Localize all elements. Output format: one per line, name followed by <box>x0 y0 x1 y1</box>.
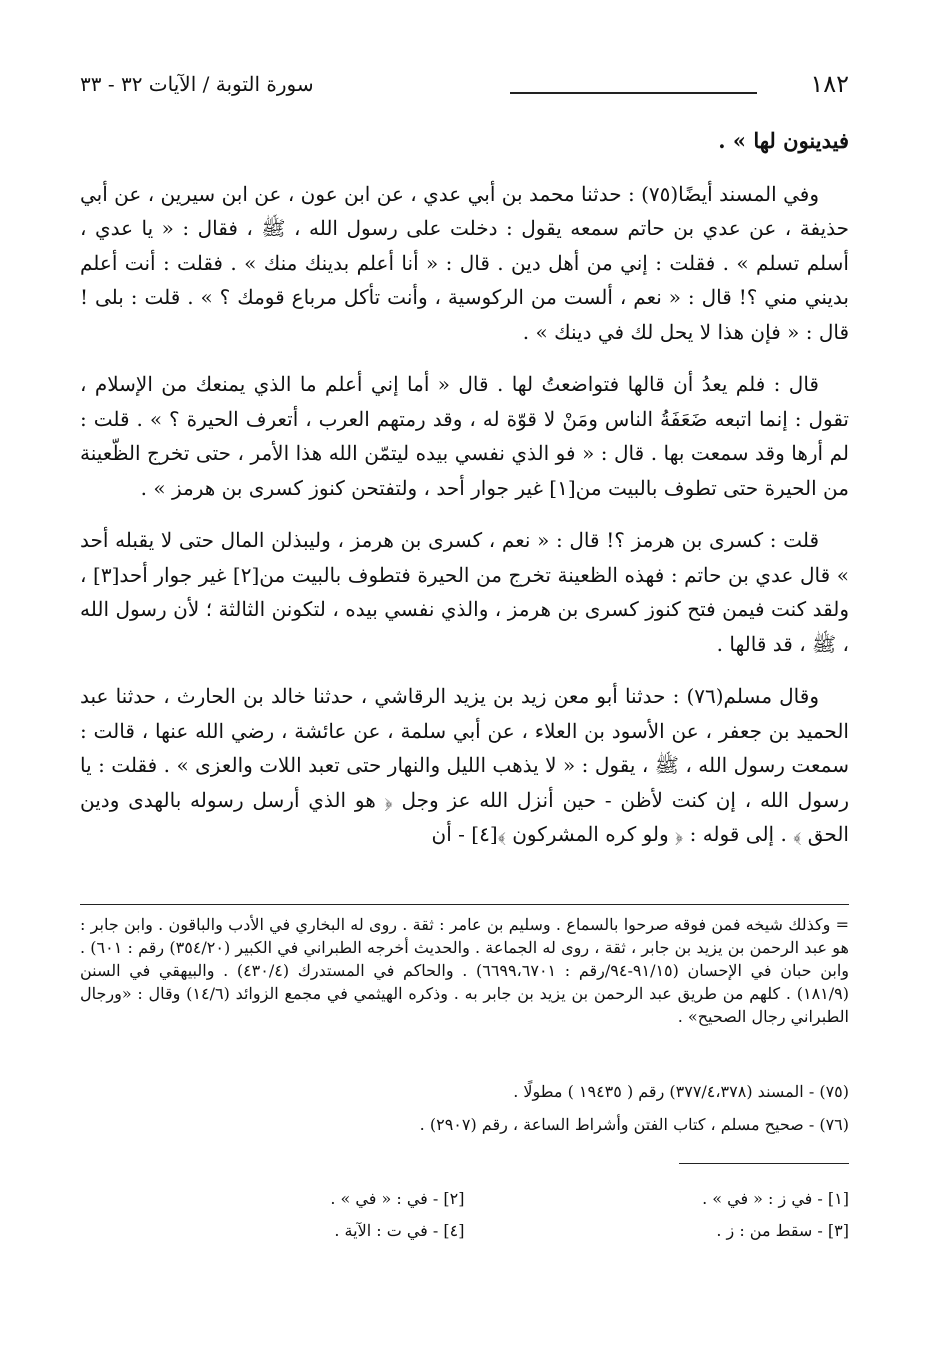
reference-76: (٧٦) - صحيح مسلم ، كتاب الفتن وأشراط الساعة ، رقم (٢٩٠٧) . <box>419 1115 849 1134</box>
note-continuation: = وكذلك شيخه فمن فوقه صرحوا بالسماع . وسليم بن عامر : ثقة . روى له البخاري في الأدب والباقون . وابن جابر : هو عبد الرحمن بن يزيد بن جابر ، ثقة ، روى له الجماعة . والحديث أخرجه الطبراني في الكبير (٣٥٤/٢٠) رقم : ٦٠١) . وابن حبان في الإحسان (٩١/١٥-٩٤/رقم : ٦٦٩٩،٦٧٠١) . والحاكم في المستدرك (٤٣٠/٤) . والبيهقي في السنن (١٨١/٩) . كلهم من طريق عبد الرحمن بن يزيد بن جابر به . وذكره الهيثمي في مجمع الزوائد (١٤/٦) وقال : «ورجال الطبراني رجال الصحيح» . <box>80 915 850 1026</box>
notes <box>80 913 849 1028</box>
footnote-4: [٤] - في ت : الآية . <box>334 1221 465 1240</box>
paragraph: وقال مسلم(٧٦) : حدثنا أبو معن زيد بن يزيد الرقاشي ، حدثنا خالد بن الحارث ، حدثنا عبد الحميد بن جعفر ، عن الأسود بن العلاء ، عن أبي سلمة ، عن عائشة ، رضي الله عنها ، قالت : سمعت رسول الله ، ﷺ ، يقول : « لا يذهب الليل والنهار حتى تعبد اللات والعزى » . فقلت : يا رسول الله ، إن كنت لأظن - حين أنزل الله عز وجل ﴿ هو الذي أرسل رسوله بالهدى ودين الحق ﴾ . إلى قوله : ﴿ ولو كره المشركون ﴾[٤] - أن <box>80 684 849 846</box>
references <box>80 1075 849 1141</box>
paragraph: وفي المسند أيضًا(٧٥) : حدثنا محمد بن أبي عدي ، عن ابن عون ، عن ابن سيرين ، عن أبي حذيفة ، عن عدي بن حاتم سمعه يقول : دخلت على رسول الله ، ﷺ ، فقال : « يا عدي ، أسلم تسلم » . فقلت : إني من أهل دين . قال : « أنا أعلم بدينك منك » . فقلت : أنت أعلم بديني مني ؟! قال : « نعم ، ألست من الركوسية ، وأنت تأكل مرباع قومك ؟ » . قلت : بلى ! قال : « فإن هذا لا يحل لك في دينك » . <box>80 181 849 344</box>
page-header <box>80 70 849 106</box>
footnote-separator <box>679 1163 849 1164</box>
main-text <box>80 124 849 870</box>
running-title: سورة التوبة / الآيات ٣٢ - ٣٣ <box>80 72 314 96</box>
paragraph: فيدينون لها » . <box>718 128 849 153</box>
page-number: ١٨٢ <box>810 70 849 98</box>
footnote-2: [٢] - في : « في » . <box>330 1189 465 1208</box>
footnote-3: [٣] - سقط من : ز . <box>716 1221 849 1240</box>
notes-separator <box>80 904 849 905</box>
header-rule <box>510 92 757 94</box>
footnote-1: [١] - في ز : « في » . <box>702 1189 849 1208</box>
reference-75: (٧٥) - المسند (٣٧٧/٤،٣٧٨) رقم ( ١٩٤٣٥ ) مطولًا . <box>513 1082 849 1101</box>
paragraph: قال : فلم يعدُ أن قالها فتواضعتُ لها . قال « أما إني أعلم ما الذي يمنعك من الإسلام ، تقول : إنما اتبعه ضَعَفَةُ الناس ومَنْ لا قوّة له ، وقد رمتهم العرب ، أتعرف الحيرة ؟ » . قلت : لم أرها وقد سمعت بها . قال : « فو الذي نفسي بيده ليتمّن الله هذا الأمر ، حتى تخرج الظّعينة من الحيرة حتى تطوف بالبيت من[١] غير جوار أحد ، ولتفتحن كنوز كسرى بن هرمز » . <box>80 372 849 500</box>
paragraph: قلت : كسرى بن هرمز ؟! قال : « نعم ، كسرى بن هرمز ، وليبذلن المال حتى لا يقبله أحد » قال عدي بن حاتم : فهذه الظعينة تخرج من الحيرة فتطوف بالبيت من[٢] غير جوار أحد[٣] ، ولقد كنت فيمن فتح كنوز كسرى بن هرمز ، والذي نفسي بيده ، لتكونن الثالثة ؛ لأن رسول الله ، ﷺ ، قد قالها . <box>80 528 849 656</box>
footnotes <box>80 1183 849 1247</box>
